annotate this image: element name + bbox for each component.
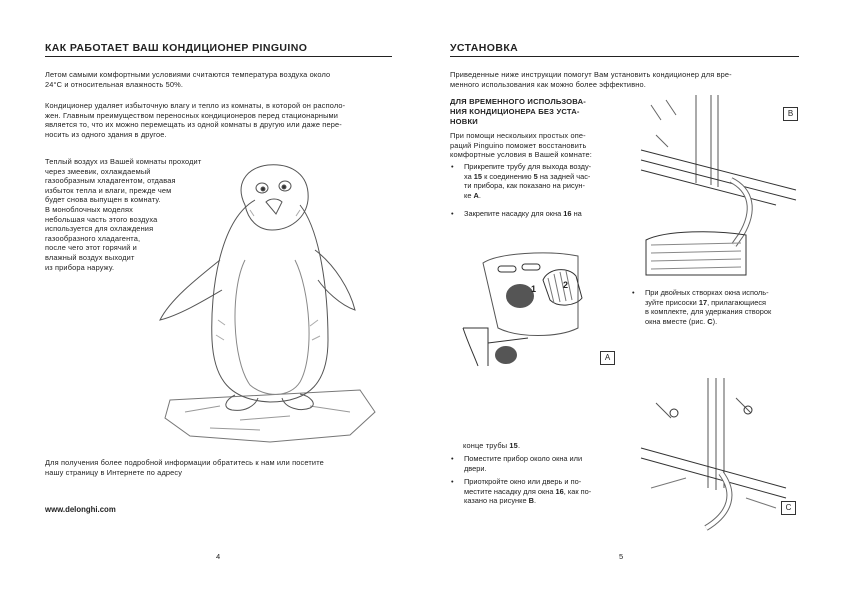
text-line: При помощи нескольких простых опе- [450,131,586,140]
text-line: жен. Главным преимуществом переносных кондиционеров перед стационарными [45,110,339,120]
text-line: нашу страницу в Интернете по адресу [45,467,183,477]
text-span: на задней час- [537,171,591,181]
part-number: 5 [533,171,538,181]
text-line: комфортные условия в Вашей комнате: [450,150,593,160]
part-number: 15 [509,441,518,450]
figure-reference: C [707,316,713,326]
text-span: зуйте присоски [645,297,699,307]
bullet-dot: • [632,288,635,297]
text-line: ти прибора, как показано на рисун- [464,181,585,191]
text-line: Приоткройте окно или дверь и по- [464,477,582,486]
text-line [464,191,634,201]
figure-b-illustration [636,95,806,275]
text-line: двери. [464,463,487,473]
text-line: В моноблочных моделях [45,204,133,214]
left-paragraph-2 [45,101,397,139]
part-number: 16 [563,209,572,218]
text-line [464,487,634,497]
text-line: Кондиционер удаляет избыточную влагу и тепло из комнаты, в которой он располо- [45,101,346,110]
text-span: конце трубы [463,441,510,450]
right-intro-paragraph [450,70,805,89]
text-line: Теплый воздух из Вашей комнаты проходит [45,157,202,166]
text-line: небольшая часть этого воздуха [45,214,158,224]
part-number: 17 [698,297,708,307]
text-span: окна вместе (рис. [645,316,708,326]
page-number-left: 4 [216,552,221,561]
text-line: Для получения более подробной информации обратитесь к нам или посетите [45,458,324,467]
page-number-right: 5 [619,552,624,561]
text-line [464,496,634,506]
text-line: Летом самыми комфортными условиями считаются температура воздуха около [45,70,331,79]
figure-a-label: A [600,351,615,365]
text-span: на [571,209,582,218]
text-line: носить из одного здания в другое. [45,129,167,139]
text-line: раций Pinguino поможет восстановить [450,140,587,150]
text-line: НИЯ КОНДИЦИОНЕРА БЕЗ УСТА- [450,107,580,116]
figure-reference: B [528,496,534,506]
text-line: используется для охлаждения [45,224,154,234]
right-page-heading: УСТАНОВКА [450,42,519,54]
text-span: ха [464,171,474,181]
text-span: ). [712,316,718,326]
text-line [464,172,634,182]
left-footer-paragraph [45,458,400,477]
text-line: газообразным хладагентом, отдавая [45,176,176,186]
text-line: влажный воздух выходит [45,252,135,262]
text-span: . [478,190,481,200]
website-link[interactable]: www.delonghi.com [45,505,116,514]
left-page-heading: КАК РАБОТАЕТ ВАШ КОНДИЦИОНЕР PINGUINO [45,42,308,54]
text-line: будет снова выпущен в комнату. [45,195,161,205]
figure-b-label: B [783,107,798,121]
left-intro-paragraph [45,70,395,89]
temporary-use-subheading [450,97,630,127]
text-line: избыток тепла и влаги, прежде чем [45,185,172,195]
text-line: Приведенные ниже инструкции помогут Вам установить кондиционер для вре- [450,70,732,79]
text-span: Закрепите насадку для окна [464,209,564,218]
text-line: При двойных створках окна исполь- [645,288,769,297]
text-span: , прилагающиеся [707,297,767,307]
text-line: Прикрепите трубу для выхода возду- [464,162,592,171]
text-line: после чего этот горячий и [45,243,137,253]
bullet-dot: • [451,162,454,171]
text-line: в комплекте, для удержания створок [645,307,772,317]
left-heading-rule [45,56,392,57]
text-line: является то, что их можно перемещать из одной комнаты в другую или даже пере- [45,120,342,130]
text-line: 24°С и относительная влажность 50%. [45,79,184,89]
part-number: 16 [555,486,564,496]
right-sub-intro [450,131,630,160]
text-line: НОВКИ [450,117,478,126]
text-line [645,298,810,308]
bullet-dot: • [451,454,454,463]
figure-c-label: C [781,501,796,515]
text-line: ДЛЯ ВРЕМЕННОГО ИСПОЛЬЗОВА- [450,97,587,106]
figure-a-illustration [458,248,618,368]
text-line: газообразного хладагента, [45,233,141,243]
bullet-open-window [451,477,631,507]
bullet-attach-nozzle [451,209,631,219]
part-number: 15 [473,171,483,181]
text-span: казано на рисунке [464,496,529,506]
text-span: ке [464,190,474,200]
text-span: . [517,441,521,450]
bullet-dot: • [451,209,454,218]
continuation-line [463,441,520,451]
text-line: Поместите прибор около окна или [464,454,583,463]
text-span: . [533,496,537,506]
text-line: из прибора наружу. [45,262,115,272]
left-paragraph-3 [45,157,265,272]
callout-1: 1 [531,284,537,294]
text-span: , как по- [563,486,592,496]
bullet-double-windows [632,288,807,328]
text-span: к соединению [482,171,534,181]
callout-2: 2 [563,280,569,290]
bullet-dot: • [451,477,454,486]
text-line [645,317,810,327]
figure-reference: A [473,190,479,200]
text-line: менного использования как можно более эффективно. [450,79,646,89]
text-line: через змеевик, охлаждаемый [45,166,151,176]
bullet-place-unit [451,454,631,474]
bullet-attach-pipe [451,162,631,202]
text-span: местите насадку для окна [464,486,556,496]
right-heading-rule [450,56,799,57]
